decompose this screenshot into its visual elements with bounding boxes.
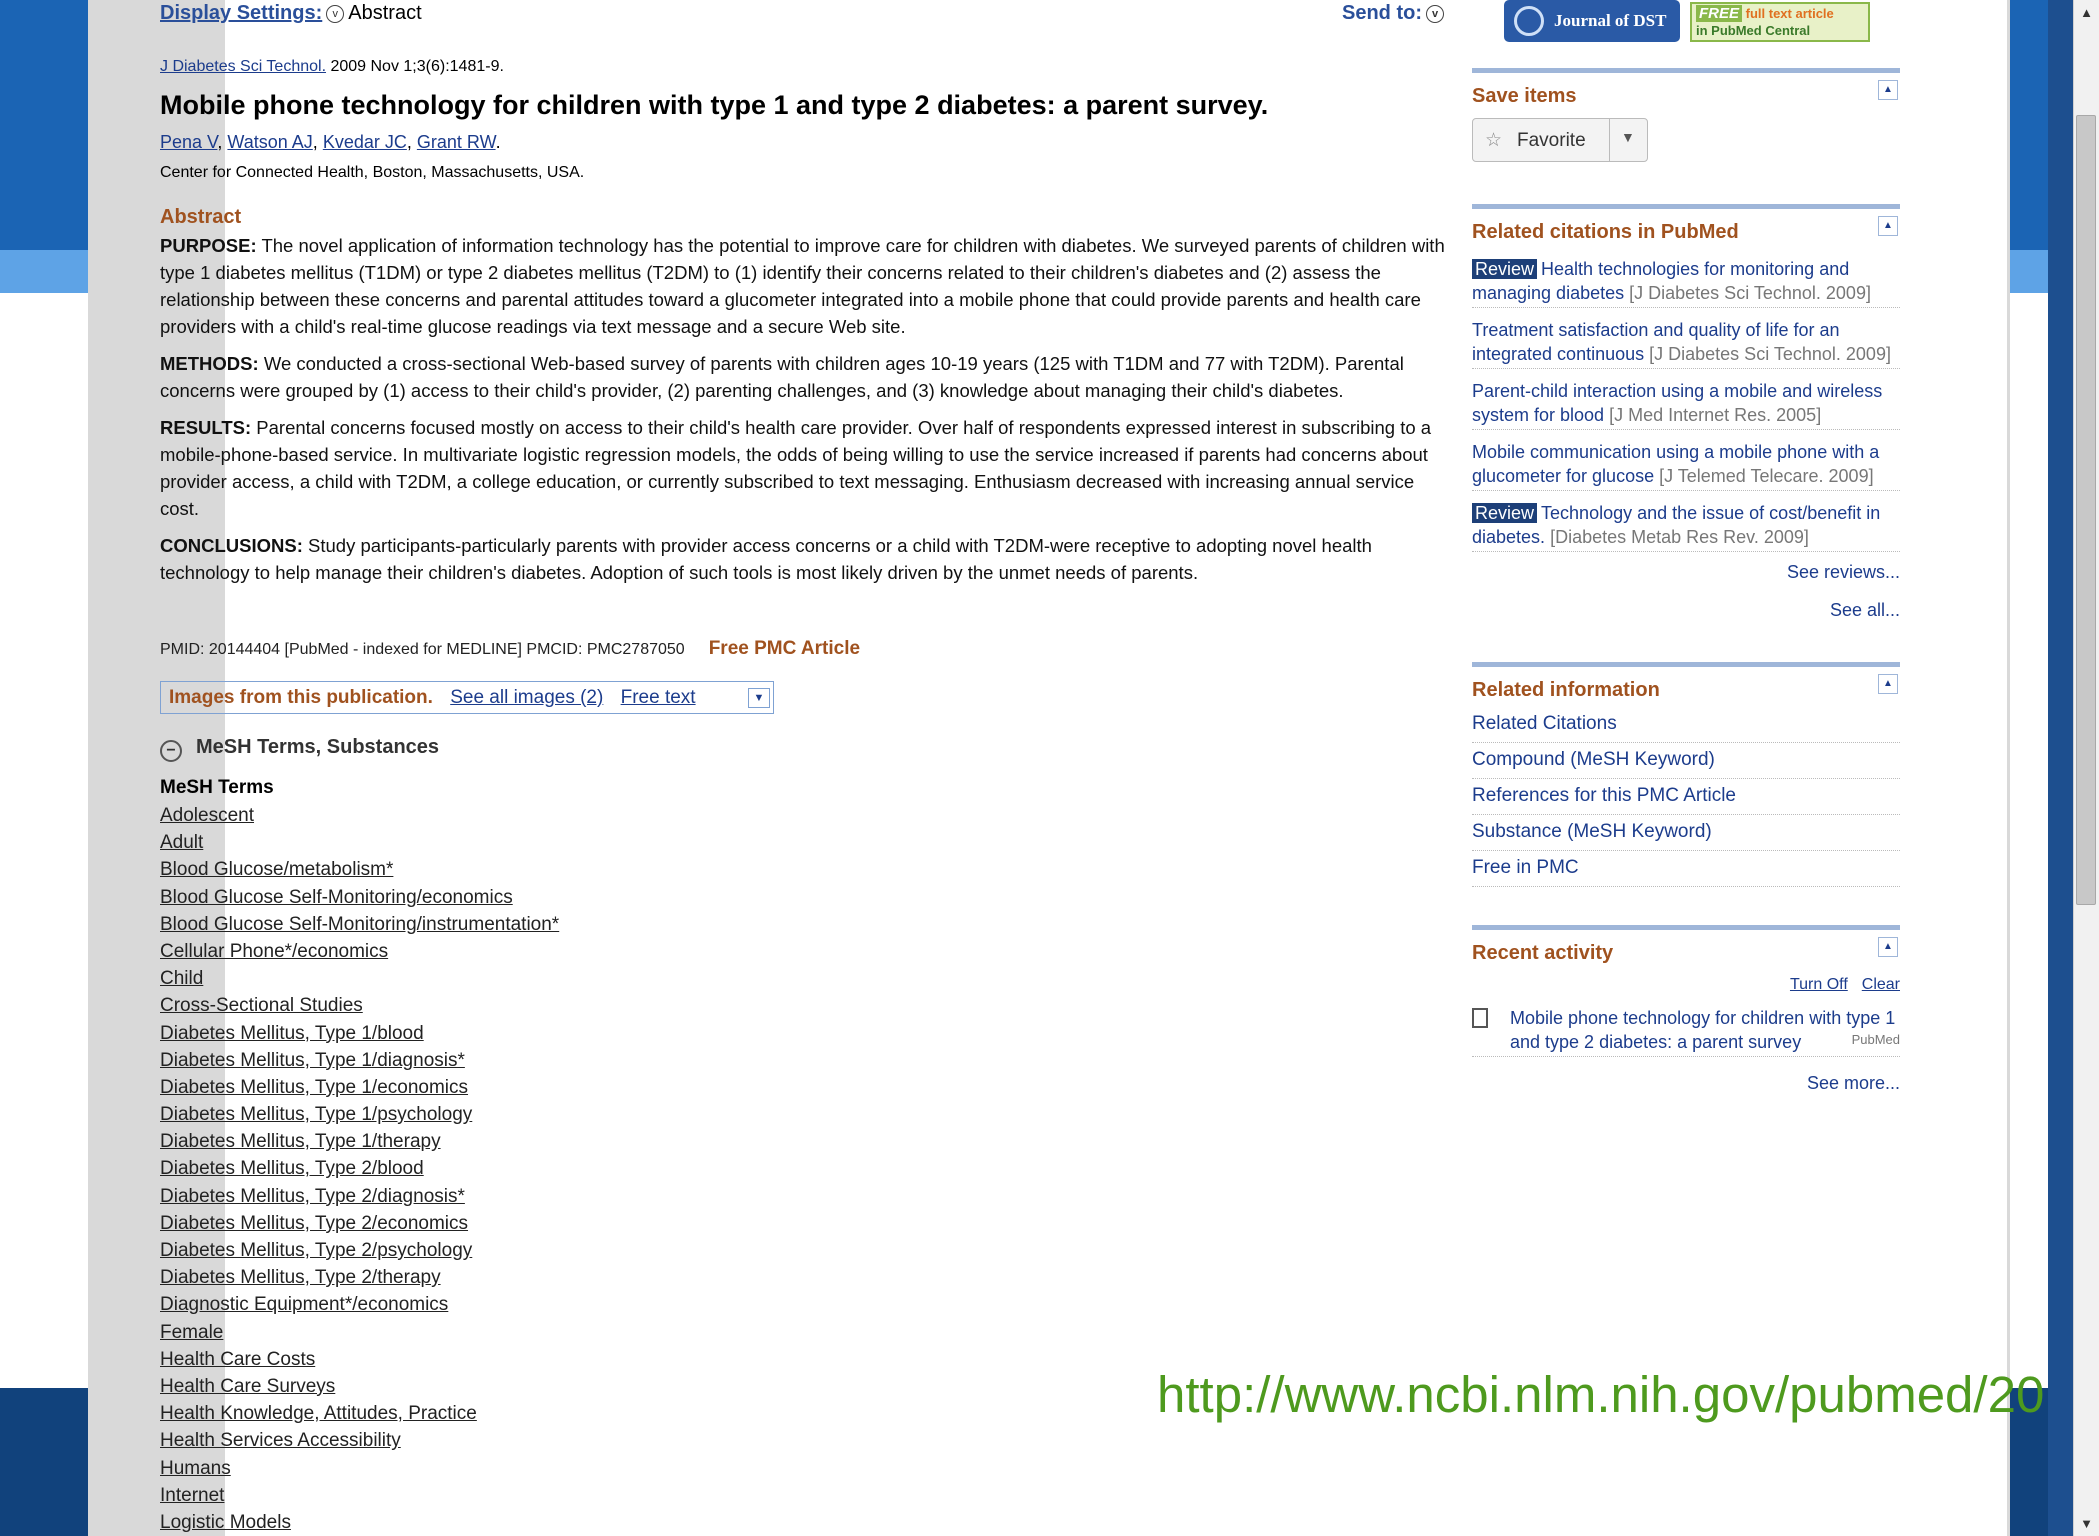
mesh-term-item[interactable]	[160, 1400, 559, 1427]
mesh-term-link[interactable]: Diabetes Mellitus, Type 2/diagnosis*	[160, 1185, 465, 1207]
related-info-link[interactable]: Related Citations	[1472, 707, 1900, 743]
chevron-down-icon[interactable]: ▼	[748, 688, 770, 708]
mesh-term-item[interactable]	[160, 1291, 559, 1318]
collapse-up-icon[interactable]: ▲	[1878, 216, 1898, 236]
mesh-term-link[interactable]: Humans	[160, 1457, 231, 1479]
related-info-link[interactable]: Substance (MeSH Keyword)	[1472, 815, 1900, 851]
mesh-term-link[interactable]: Blood Glucose/metabolism*	[160, 859, 394, 881]
mesh-term-link[interactable]: Cellular Phone*/economics	[160, 940, 389, 962]
mesh-term-link[interactable]: Diabetes Mellitus, Type 2/psychology	[160, 1240, 473, 1261]
mesh-term-link[interactable]: Diabetes Mellitus, Type 1/blood	[160, 1022, 424, 1044]
see-all-images-link[interactable]: See all images (2)	[450, 687, 604, 708]
related-info-link[interactable]: Compound (MeSH Keyword)	[1472, 743, 1900, 779]
author-link[interactable]: Pena V	[160, 132, 218, 152]
mesh-term-item[interactable]	[160, 802, 559, 829]
mesh-term-link[interactable]: Health Care Costs	[160, 1348, 316, 1370]
mesh-term-link[interactable]: Diabetes Mellitus, Type 2/therapy	[160, 1267, 441, 1289]
mesh-term-item[interactable]	[160, 1237, 559, 1264]
mesh-term-item[interactable]	[160, 1183, 559, 1210]
mesh-term-item[interactable]	[160, 1155, 559, 1182]
mesh-term-link[interactable]: Diabetes Mellitus, Type 2/blood	[160, 1158, 424, 1180]
mesh-term-item[interactable]	[160, 992, 559, 1019]
mesh-term-item[interactable]	[160, 1264, 559, 1291]
display-toolbar	[160, 2, 1450, 26]
turn-off-link[interactable]: Turn Off	[1789, 976, 1848, 993]
abstract-methods: METHODS: We conducted a cross-sectional Web-based survey of parents with children ages 10-19 years (125 with T1DM and 77 with T2DM). Parental concerns were grouped by (1) access to their child's provider, (2) parenting challenges, and (3) knowledge about managing their child's diabetes.	[160, 353, 1404, 401]
mesh-term-link[interactable]: Internet	[160, 1484, 225, 1506]
related-citation-item[interactable]: Treatment satisfaction and quality of life for an integrated continuous [J Diabetes Sci Technol. 2009]	[1472, 318, 1900, 369]
journal-link[interactable]: J Diabetes Sci Technol.	[160, 58, 327, 75]
mesh-term-item[interactable]	[160, 1074, 559, 1101]
mesh-term-list	[160, 802, 559, 1536]
mesh-term-item[interactable]	[160, 1455, 559, 1482]
see-all-link[interactable]: See all...	[1829, 600, 1900, 620]
mesh-section-toggle[interactable]	[160, 736, 439, 762]
mesh-term-link[interactable]: Health Care Surveys	[160, 1375, 336, 1397]
author-link[interactable]: Watson AJ	[227, 132, 313, 152]
related-citation-item[interactable]: Review Technology and the issue of cost/benefit in diabetes. [Diabetes Metab Res Rev. 2009]	[1472, 501, 1900, 552]
collapse-up-icon[interactable]: ▲	[1878, 937, 1898, 957]
mesh-term-link[interactable]: Blood Glucose Self-Monitoring/instrumentation*	[160, 913, 560, 935]
abstract-results: RESULTS: Parental concerns focused mostly on access to their child's health care provider. Over half of respondents expressed interest in subscribing to a mobile-phone-based service. In multivariate logistic regression models, the odds of being willing to use the service increased if parents had concerns about provider access, a child with T2DM, a college education, or currently subscribed to text messaging. Enthusiasm decreased with increasing annual service cost.	[160, 417, 1432, 519]
review-badge: Review	[1472, 259, 1537, 279]
affiliation: Center for Connected Health, Boston, Massachusetts, USA.	[160, 164, 585, 181]
article-title: Mobile phone technology for children with type 1 and type 2 diabetes: a parent survey.	[160, 90, 1269, 120]
clear-link[interactable]: Clear	[1861, 976, 1900, 993]
mesh-term-item[interactable]	[160, 1427, 559, 1454]
vertical-scrollbar[interactable]	[2073, 0, 2099, 1536]
display-settings-link[interactable]: Display Settings:	[160, 2, 323, 24]
mesh-term-item[interactable]	[160, 1319, 559, 1346]
pmid-text: PMID: 20144404 [PubMed - indexed for MEDLINE] PMCID: PMC2787050	[160, 641, 685, 658]
mesh-term-item[interactable]	[160, 829, 559, 856]
mesh-term-item[interactable]	[160, 1346, 559, 1373]
scroll-up-arrow-icon[interactable]: ▲	[2080, 5, 2093, 20]
mesh-term-link[interactable]: Diabetes Mellitus, Type 1/diagnosis*	[160, 1049, 465, 1071]
free-pmc-article-link[interactable]: Free PMC Article	[708, 638, 861, 659]
related-citation-item[interactable]: Parent-child interaction using a mobile and wireless system for blood [J Med Internet Res. 2005]	[1472, 379, 1900, 430]
images-from-publication	[160, 681, 774, 714]
mesh-term-item[interactable]	[160, 1128, 559, 1155]
mesh-term-item[interactable]	[160, 1047, 559, 1074]
abstract-body	[160, 232, 1450, 596]
related-citation-item[interactable]: Mobile communication using a mobile phone with a glucometer for glucose [J Telemed Telecare. 2009]	[1472, 440, 1900, 491]
images-label: Images from this publication.	[169, 687, 433, 708]
see-more-link[interactable]: See more...	[1806, 1073, 1900, 1093]
recent-activity-panel	[1472, 925, 1900, 1094]
mesh-term-link[interactable]: Health Services Accessibility	[160, 1430, 401, 1452]
mesh-term-link[interactable]: Logistic Models	[160, 1511, 291, 1533]
star-icon: ☆	[1485, 130, 1503, 151]
related-info-link[interactable]: References for this PMC Article	[1472, 779, 1900, 815]
author-link[interactable]: Grant RW	[416, 132, 496, 152]
abstract-purpose: PURPOSE: The novel application of information technology has the potential to improve care for children with diabetes. We surveyed parents of children with type 1 diabetes mellitus (T1DM) or type 2 diabetes mellitus (T2DM) to (1) identify their concerns related to their children's diabetes and (2) assess the relationship between these concerns and parental attitudes toward a glucometer integrated into a mobile phone that could provide parents and health care providers with a child's real-time glucose readings via text message and a secure Web site.	[160, 235, 1445, 337]
citation-line	[160, 58, 504, 76]
recent-activity-heading: Recent activity	[1472, 942, 1614, 964]
mesh-term-item[interactable]	[160, 911, 559, 938]
mesh-term-link[interactable]: Female	[160, 1321, 224, 1343]
mesh-term-link[interactable]: Diabetes Mellitus, Type 1/therapy	[160, 1131, 441, 1153]
abstract-conclusions: CONCLUSIONS: Study participants-particularly parents with provider access concerns or a child with T2DM-were receptive to adopting novel health technology to help manage their children's diabetes. Adoption of such tools is most likely driven by the unmet needs of parents.	[160, 535, 1372, 583]
pmid-line	[160, 638, 860, 660]
recent-activity-item[interactable]: Mobile phone technology for children with type 1 and type 2 diabetes: a parent survey PubMed	[1472, 1006, 1900, 1057]
mesh-term-link[interactable]: Blood Glucose Self-Monitoring/economics	[160, 886, 513, 908]
review-badge: Review	[1472, 503, 1537, 523]
related-information-panel	[1472, 662, 1900, 887]
related-info-link[interactable]: Free in PMC	[1472, 851, 1900, 887]
recent-source-label: PubMed	[1851, 1032, 1900, 1047]
recent-activity-controls	[1472, 976, 1900, 994]
free-full-text-pmc-badge[interactable]: FREE full text article in PubMed Central	[1690, 2, 1870, 42]
send-to-menu[interactable]	[1342, 2, 1448, 25]
mesh-term-item[interactable]	[160, 884, 559, 911]
related-citations-heading: Related citations in PubMed	[1472, 221, 1739, 243]
mesh-term-link[interactable]: Diagnostic Equipment*/economics	[160, 1294, 449, 1316]
mesh-term-link[interactable]: Adolescent	[160, 805, 255, 826]
mesh-term-item[interactable]	[160, 856, 559, 883]
mesh-term-item[interactable]	[160, 1101, 559, 1128]
mesh-term-item[interactable]	[160, 1373, 559, 1400]
scrollbar-thumb[interactable]	[2076, 115, 2096, 905]
send-to-label[interactable]: Send to:	[1342, 2, 1422, 24]
mesh-term-link[interactable]: Health Knowledge, Attitudes, Practice	[160, 1403, 477, 1425]
related-citations-panel	[1472, 204, 1900, 621]
mesh-term-link[interactable]: Diabetes Mellitus, Type 1/psychology	[160, 1104, 473, 1126]
mesh-terms-label: MeSH Terms	[160, 777, 274, 798]
author-link[interactable]: Kvedar JC	[322, 132, 407, 152]
save-items-panel	[1472, 68, 1900, 111]
mesh-term-item[interactable]	[160, 1020, 559, 1047]
mesh-term-link[interactable]: Adult	[160, 832, 204, 854]
free-text-link[interactable]: Free text	[620, 687, 696, 708]
mesh-term-link[interactable]: Diabetes Mellitus, Type 1/economics	[160, 1076, 469, 1098]
related-citation-item[interactable]: Review Health technologies for monitoring and managing diabetes [J Diabetes Sci Technol. 2009]	[1472, 257, 1900, 308]
author-list: Pena V, Watson AJ, Kvedar JC, Grant RW.	[160, 132, 501, 152]
chevron-down-icon[interactable]: ▼	[1621, 129, 1635, 145]
favorite-button[interactable]: ☆ Favorite ▼	[1472, 118, 1648, 162]
mesh-term-item[interactable]	[160, 1482, 559, 1509]
mesh-term-item[interactable]	[160, 965, 559, 992]
collapse-up-icon[interactable]: ▲	[1878, 80, 1898, 100]
see-reviews-link[interactable]: See reviews...	[1786, 562, 1900, 582]
mesh-term-item[interactable]	[160, 1509, 559, 1536]
mesh-term-item[interactable]	[160, 1210, 559, 1237]
mesh-term-link[interactable]: Child	[160, 968, 204, 990]
citation-details: 2009 Nov 1;3(6):1481-9.	[326, 58, 504, 75]
scroll-down-arrow-icon[interactable]: ▼	[2080, 1516, 2093, 1531]
mesh-term-link[interactable]: Diabetes Mellitus, Type 2/economics	[160, 1212, 469, 1234]
save-items-heading: Save items	[1472, 85, 1577, 107]
collapse-minus-icon[interactable]: −	[160, 740, 182, 762]
chevron-down-icon[interactable]: v	[326, 5, 344, 23]
related-information-heading: Related information	[1472, 679, 1660, 701]
mesh-term-item[interactable]	[160, 938, 559, 965]
slide-url-overlay: http://www.ncbi.nlm.nih.gov/pubmed/20	[1157, 1366, 2045, 1423]
document-icon	[1472, 1008, 1488, 1028]
abstract-heading: Abstract	[160, 206, 242, 228]
mesh-term-link[interactable]: Cross-Sectional Studies	[160, 995, 363, 1017]
chevron-down-icon[interactable]: v	[1426, 5, 1444, 23]
display-format-value: Abstract	[348, 2, 422, 24]
hexagon-logo-icon	[1514, 6, 1544, 36]
mesh-section-heading: MeSH Terms, Substances	[196, 736, 440, 758]
collapse-up-icon[interactable]: ▲	[1878, 674, 1898, 694]
journal-of-dst-logo[interactable]: Journal of DST	[1504, 0, 1680, 42]
